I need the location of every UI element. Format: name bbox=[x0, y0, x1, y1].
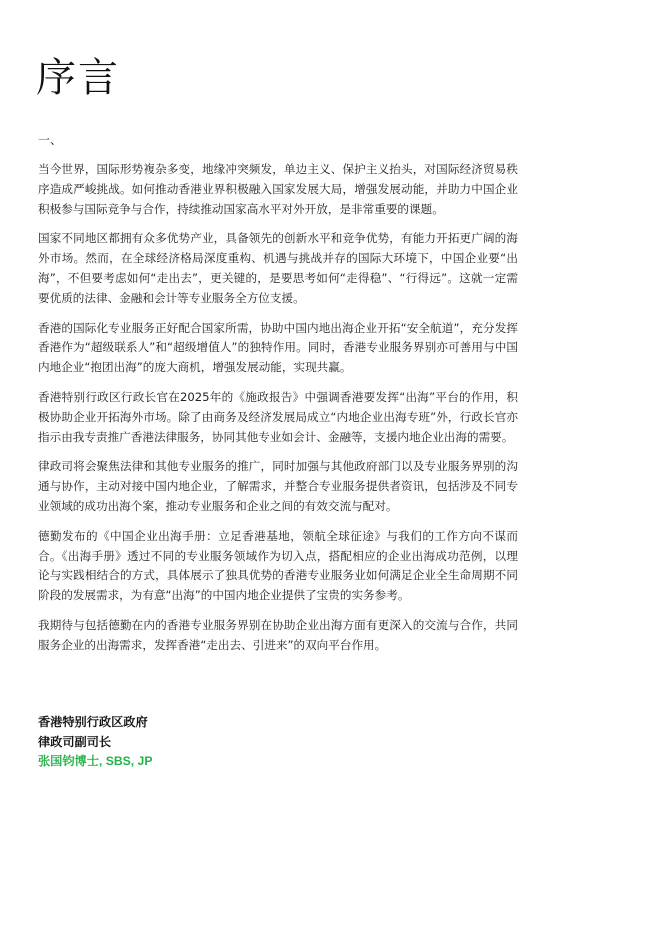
paragraph-5: 律政司将会聚焦法律和其他专业服务的推广，同时加强与其他政府部门以及专业服务界别的沟通与协作，主动对接中国内地企业，了解需求，并整合专业服务提供者资讯，包括涉及不同专业领域的成功出海个案，推动专业服务和企业之间的有效交流与配对。 bbox=[38, 459, 518, 513]
page-title: 序言 bbox=[36, 55, 120, 101]
paragraph-4: 香港特别行政区行政长官在2025年的《施政报告》中强调香港要发挥“出海”平台的作用，积极协助企业开拓海外市场。除了由商务及经济发展局成立“内地企业出海专班”外，行政长官亦指示由我专责推广香港法律服务，协同其他专业如会计、金融等，支援内地企业出海的需要。 bbox=[38, 389, 518, 444]
section-number: 一、 bbox=[38, 133, 63, 147]
paragraph-6: 德勤发布的《中国企业出海手册：立足香港基地，领航全球征途》与我们的工作方向不谋而合。《出海手册》透过不同的专业服务领域作为切入点，搭配相应的企业出海成功范例，以理论与实践相结合的方式，具体展示了独具优势的香港专业服务业如何满足企业全生命周期不同阶段的发展需求，为有意“出海”的中国内地企业提供了宝贵的实务参考。 bbox=[38, 528, 518, 603]
signature-block bbox=[38, 713, 438, 772]
signature-position: 律政司副司长 bbox=[38, 734, 112, 749]
signature-name: 张国钧博士, SBS, JP bbox=[38, 754, 153, 769]
paragraph-2: 国家不同地区都拥有众多优势产业，具备领先的创新水平和竞争优势，有能力开拓更广阔的海外市场。然而，在全球经济格局深度重构、机遇与挑战并存的国际大环境下，中国企业要“出海”，不但要考虑如何“走出去”，更关键的，是要思考如何“走得稳”、“行得远”。这就一定需要优质的法律、金融和会计等专业服务全方位支援。 bbox=[38, 231, 518, 305]
paragraph-1: 当今世界，国际形势複杂多变，地缘冲突频发，单边主义、保护主义抬头，对国际经济贸易秩序造成严峻挑战。如何推动香港业界积极融入国家发展大局，增强发展动能，并助力中国企业积极参与国际竞争与合作，持续推动国家高水平对外开放，是非常重要的课题。 bbox=[38, 162, 518, 216]
paragraph-7: 我期待与包括德勤在内的香港专业服务界别在协助企业出海方面有更深入的交流与合作，共同服务企业的出海需求，发挥香港“走出去、引进来”的双向平台作用。 bbox=[38, 617, 518, 652]
signature-organization: 香港特别行政区政府 bbox=[38, 715, 148, 729]
paragraph-3: 香港的国际化专业服务正好配合国家所需，协助中国内地出海企业开拓“安全航道”，充分发挥香港作为“超级联系人”和“超级增值人”的独特作用。同时，香港专业服务界别亦可善用与中国内地企业“抱团出海”的庞大商机，增强发展动能，实现共赢。 bbox=[38, 320, 518, 375]
body-text bbox=[38, 160, 518, 666]
